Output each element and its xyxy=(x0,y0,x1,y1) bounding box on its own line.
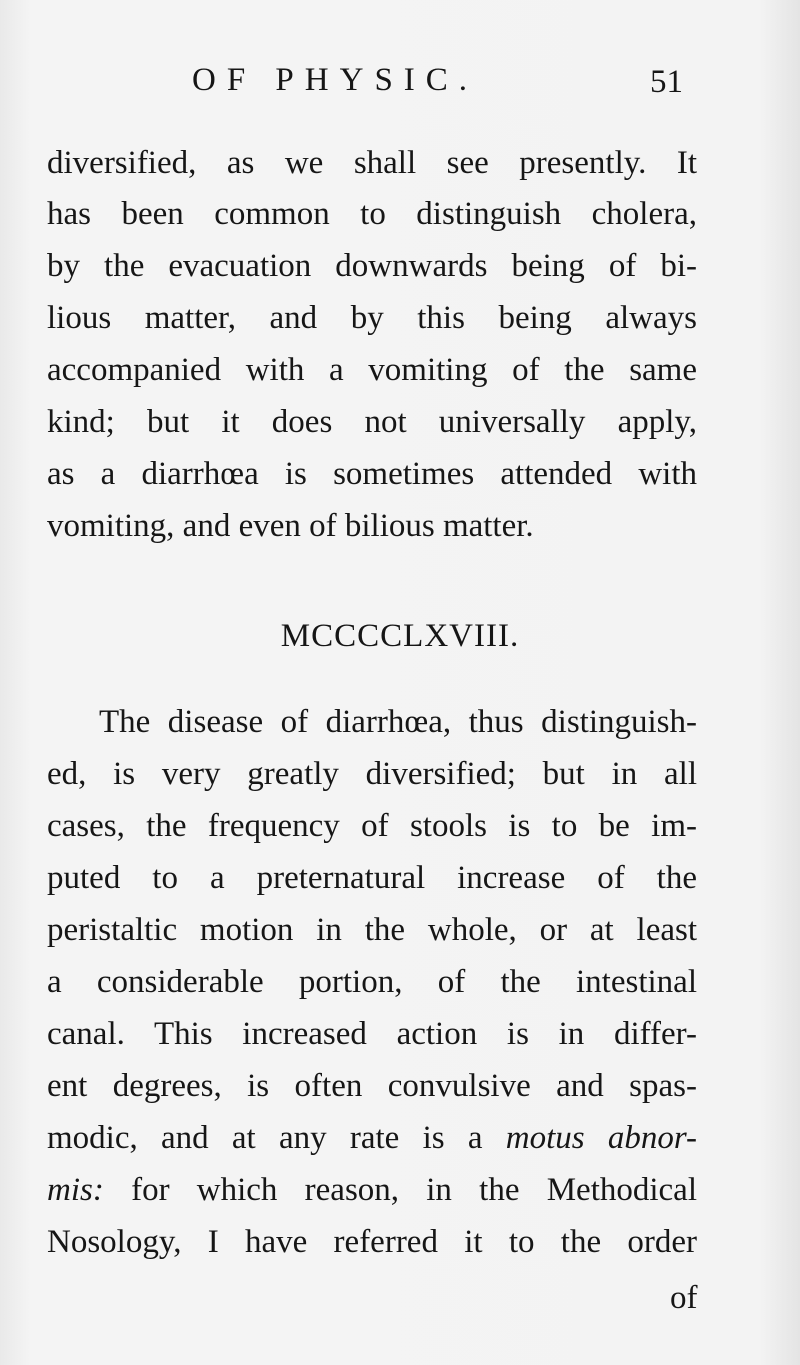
text-line: Nosology, I have referred it to the order xyxy=(47,1224,697,1260)
text-line: accompanied with a vomiting of the same xyxy=(47,352,697,388)
text-run: modic, and at any rate is a xyxy=(47,1120,483,1156)
text-line xyxy=(47,1118,697,1158)
text-line: has been common to distinguish cholera, xyxy=(47,196,697,232)
page-number: 51 xyxy=(650,64,683,100)
running-head xyxy=(0,62,800,110)
text-line: The disease of diarrhœa, thus distinguish- xyxy=(99,704,697,740)
text-line: peristaltic motion in the whole, or at least xyxy=(47,912,697,948)
text-line: ent degrees, is often convulsive and spas- xyxy=(47,1068,697,1104)
text-line: lious matter, and by this being always xyxy=(47,300,697,336)
italic-term: mis: xyxy=(47,1172,104,1208)
catchword: of xyxy=(670,1280,698,1316)
text-line: puted to a preternatural increase of the xyxy=(47,860,697,896)
text-line: diversified, as we shall see presently. It xyxy=(47,145,697,181)
section-number: MCCCCLXVIII. xyxy=(280,618,520,654)
text-line: as a diarrhœa is sometimes attended with xyxy=(47,456,697,492)
text-line: kind; but it does not universally apply, xyxy=(47,404,697,440)
text-line xyxy=(47,1170,697,1210)
text-line: cases, the frequency of stools is to be im- xyxy=(47,808,697,844)
text-line: vomiting, and even of bilious matter. xyxy=(47,508,534,544)
text-line: ed, is very greatly diversified; but in all xyxy=(47,756,697,792)
running-title: OF PHYSIC. xyxy=(192,62,479,98)
text-line: a considerable portion, of the intestinal xyxy=(47,964,697,1000)
text-line: by the evacuation downwards being of bi- xyxy=(47,248,697,284)
italic-term: motus abnor- xyxy=(505,1120,698,1156)
text-run: for which reason, in the Methodical xyxy=(131,1172,697,1208)
text-line: canal. This increased action is in differ- xyxy=(47,1016,697,1052)
